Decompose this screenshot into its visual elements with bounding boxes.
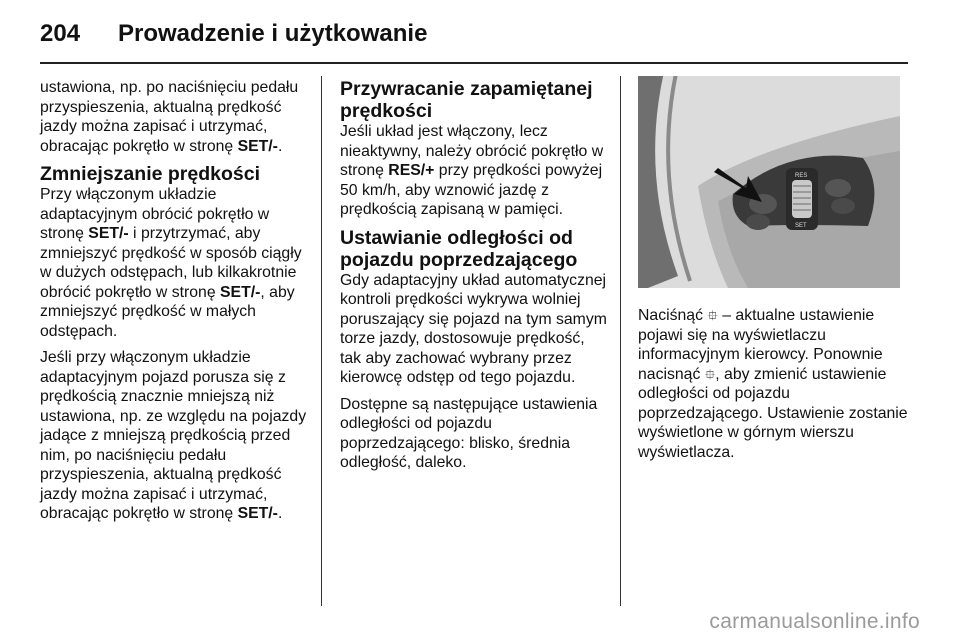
paragraph-decrease: Przy włączonym układzie adaptacyjnym obrócić pokrętło w stronę SET/- i przytrzymać, aby zmniejszyć prędkość w sposób ciągły w dużych odstępach, lub kilkakrotnie obrócić pokrętło w stronę SET/-, aby zmniejszyć prędkość w małych odstępach.: [40, 186, 302, 340]
distance-icon: ⯐: [704, 365, 716, 382]
column-left: [40, 78, 312, 531]
page-number: 204: [40, 20, 81, 47]
set-label: SET: [795, 223, 807, 229]
chapter-title: Prowadzenie i użytkowanie: [118, 20, 428, 47]
distance-icon: ⯐: [707, 307, 718, 323]
paragraph-intro: ustawiona, np. po naciśnięciu pedału przyspieszenia, aktualną prędkość jazdy można zapisać i utrzymać, obracając pokrętło w stronę SET/-.: [40, 79, 299, 155]
paragraph-restore: Jeśli układ jest włączony, lecz nieaktywny, należy obrócić pokrętło w stronę RES/+ przy prędkości powyżej 50 km/h, aby wznowić jazdę z prędkością zapisaną w pamięci.: [340, 123, 604, 218]
steering-wheel-svg: [638, 76, 900, 288]
page-header: [40, 14, 427, 54]
header-rule: [40, 62, 908, 64]
res-label: RES: [795, 173, 808, 179]
paragraph-gap: Gdy adaptacyjny układ automatycznej kontroli prędkości wykrywa wolniej poruszający się pojazd na tym samym torze jazdy, dostosowuje prędkość, tak aby zachować wybrany przez kierowcę odstęp od tego pojazdu.: [340, 271, 607, 386]
column-divider: [321, 76, 322, 606]
steering-wheel-illustration: [638, 76, 900, 288]
column-right: [638, 76, 910, 469]
column-divider: [620, 76, 621, 606]
column-middle: [340, 78, 610, 480]
paragraph-settings: Dostępne są następujące ustawienia odległości od pojazdu poprzedzającego: blisko, średnia odległość, daleko.: [340, 395, 598, 471]
heading-gap-setting: Ustawianie odległości od pojazdu poprzedzającego: [340, 226, 578, 271]
watermark: carmanualsonline.info: [709, 610, 920, 633]
paragraph-slower-vehicle: Jeśli przy włączonym układzie adaptacyjnym pojazd porusza się z prędkością znacznie mniejszą niż ustawiona, np. ze względu na pojazdy jadące z mniejszą prędkością przed nim, po naciśnięciu pedału przyspieszenia, aktualną prędkość jazdy można zapisać i utrzymać, obracając pokrętło w stronę SET/-.: [40, 349, 307, 522]
heading-restore-speed: Przywracanie zapamiętanej prędkości: [340, 78, 593, 122]
heading-decrease-speed: Zmniejszanie prędkości: [40, 163, 260, 185]
paragraph-press-gap-button: Naciśnąć ⯐ – aktualne ustawienie pojawi się na wyświetlaczu informacyjnym kierowcy. Ponownie nacisnąć ⯐, aby zmienić ustawienie odległości od pojazdu poprzedzającego. Ustawienie zostanie wyświetlone w górnym wierszu wyświetlacza.: [638, 307, 908, 461]
